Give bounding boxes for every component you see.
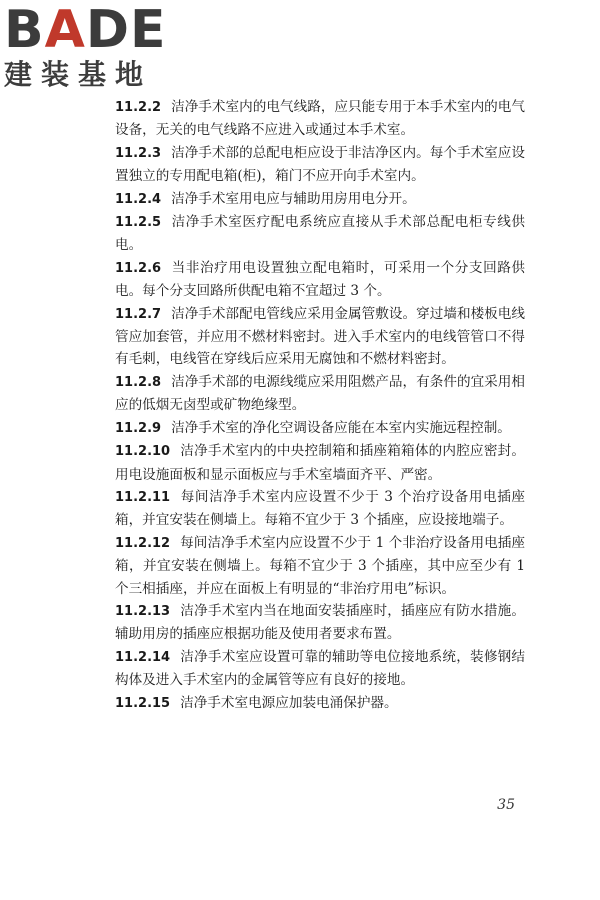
clause-text: 洁净手术室应设置可靠的辅助等电位接地系统，装修钢结构体及进入手术室内的金属管等应有良好的接地。 (115, 648, 525, 689)
page-number: 35 (497, 797, 515, 813)
logo-letter-b: B (4, 0, 45, 60)
logo-wordmark (4, 2, 179, 58)
clause-text: 洁净手术室内的电气线路，应只能专用于本手术室内的电气设备，无关的电气线路不应进入或通过本手术室。 (115, 99, 525, 139)
clause-11-2-8 (115, 371, 525, 417)
clause-text: 洁净手术部的电源线缆应采用阻燃产品，有条件的宜采用相应的低烟无卤型或矿物绝缘型。 (115, 373, 525, 414)
clause-text: 洁净手术室内当在地面安装插座时，插座应有防水措施。辅助用房的插座应根据功能及使用者要求布置。 (115, 602, 525, 643)
clause-number: 11.2.9 (115, 420, 162, 436)
clause-number: 11.2.13 (115, 603, 171, 619)
bade-logo (4, 2, 179, 97)
clause-11-2-6 (115, 257, 525, 303)
clause-11-2-4 (115, 188, 525, 211)
clause-11-2-12 (115, 532, 525, 600)
logo-subtitle: 建装基地 (4, 58, 153, 91)
clause-number: 11.2.15 (115, 695, 171, 711)
clause-text: 洁净手术室内的中央控制箱和插座箱箱体的内腔应密封。用电设施面板和显示面板应与手术室墙面齐平、严密。 (115, 443, 525, 483)
clause-11-2-14 (115, 646, 525, 692)
clause-number: 11.2.11 (115, 489, 171, 505)
clause-11-2-15 (115, 692, 525, 715)
clause-text: 洁净手术部的总配电柜应设于非洁净区内。每个手术室应设置独立的专用配电箱(柜)，箱门不应开向手术室内。 (115, 144, 525, 185)
logo-letters-de: DE (85, 0, 167, 60)
clause-text: 每间洁净手术室内应设置不少于 3 个治疗设备用电插座箱，并宜安装在侧墙上。每箱不宜少于 3 个插座，应设接地端子。 (115, 488, 525, 529)
clause-number: 11.2.5 (115, 215, 162, 231)
clause-text: 洁净手术部配电管线应采用金属管敷设。穿过墙和楼板电线管应加套管，并应用不燃材料密封。进入手术室内的电线管管口不得有毛刺，电线管在穿线后应采用无腐蚀和不燃材料密封。 (115, 305, 525, 368)
clause-number: 11.2.10 (115, 444, 171, 460)
clause-11-2-10 (115, 440, 525, 486)
logo-letter-a: A (44, 0, 86, 60)
clause-11-2-3 (115, 142, 525, 188)
clause-number: 11.2.14 (115, 649, 171, 665)
clause-number: 11.2.4 (115, 191, 162, 207)
clause-number: 11.2.3 (115, 145, 162, 161)
clause-11-2-9 (115, 417, 525, 440)
clause-11-2-13 (115, 600, 525, 646)
clause-text: 每间洁净手术室内应设置不少于 1 个非治疗设备用电插座箱，并宜安装在侧墙上。每箱不宜少于 3 个插座，其中应至少有 1 个三相插座，并应在面板上有明显的“非治疗用电”标识。 (115, 534, 525, 597)
clause-11-2-7 (115, 303, 525, 371)
clause-text: 洁净手术室用电应与辅助用房用电分开。 (171, 190, 416, 207)
clause-11-2-11 (115, 486, 525, 532)
clause-text: 当非治疗用电设置独立配电箱时，可采用一个分支回路供电。每个分支回路所供配电箱不宜超过 3 个。 (115, 259, 525, 300)
clause-text: 洁净手术室的净化空调设备应能在本室内实施远程控制。 (171, 419, 511, 436)
clause-number: 11.2.2 (115, 100, 162, 115)
clause-number: 11.2.12 (115, 535, 171, 551)
clause-11-2-5 (115, 211, 525, 257)
clause-number: 11.2.7 (115, 306, 162, 322)
clause-number: 11.2.8 (115, 374, 162, 390)
clause-11-2-2 (115, 96, 525, 142)
document-body (115, 96, 525, 715)
clause-text: 洁净手术室医疗配电系统应直接从手术部总配电柜专线供电。 (115, 214, 525, 254)
clause-number: 11.2.6 (115, 260, 162, 276)
clause-text: 洁净手术室电源应加装电涌保护器。 (180, 694, 398, 711)
